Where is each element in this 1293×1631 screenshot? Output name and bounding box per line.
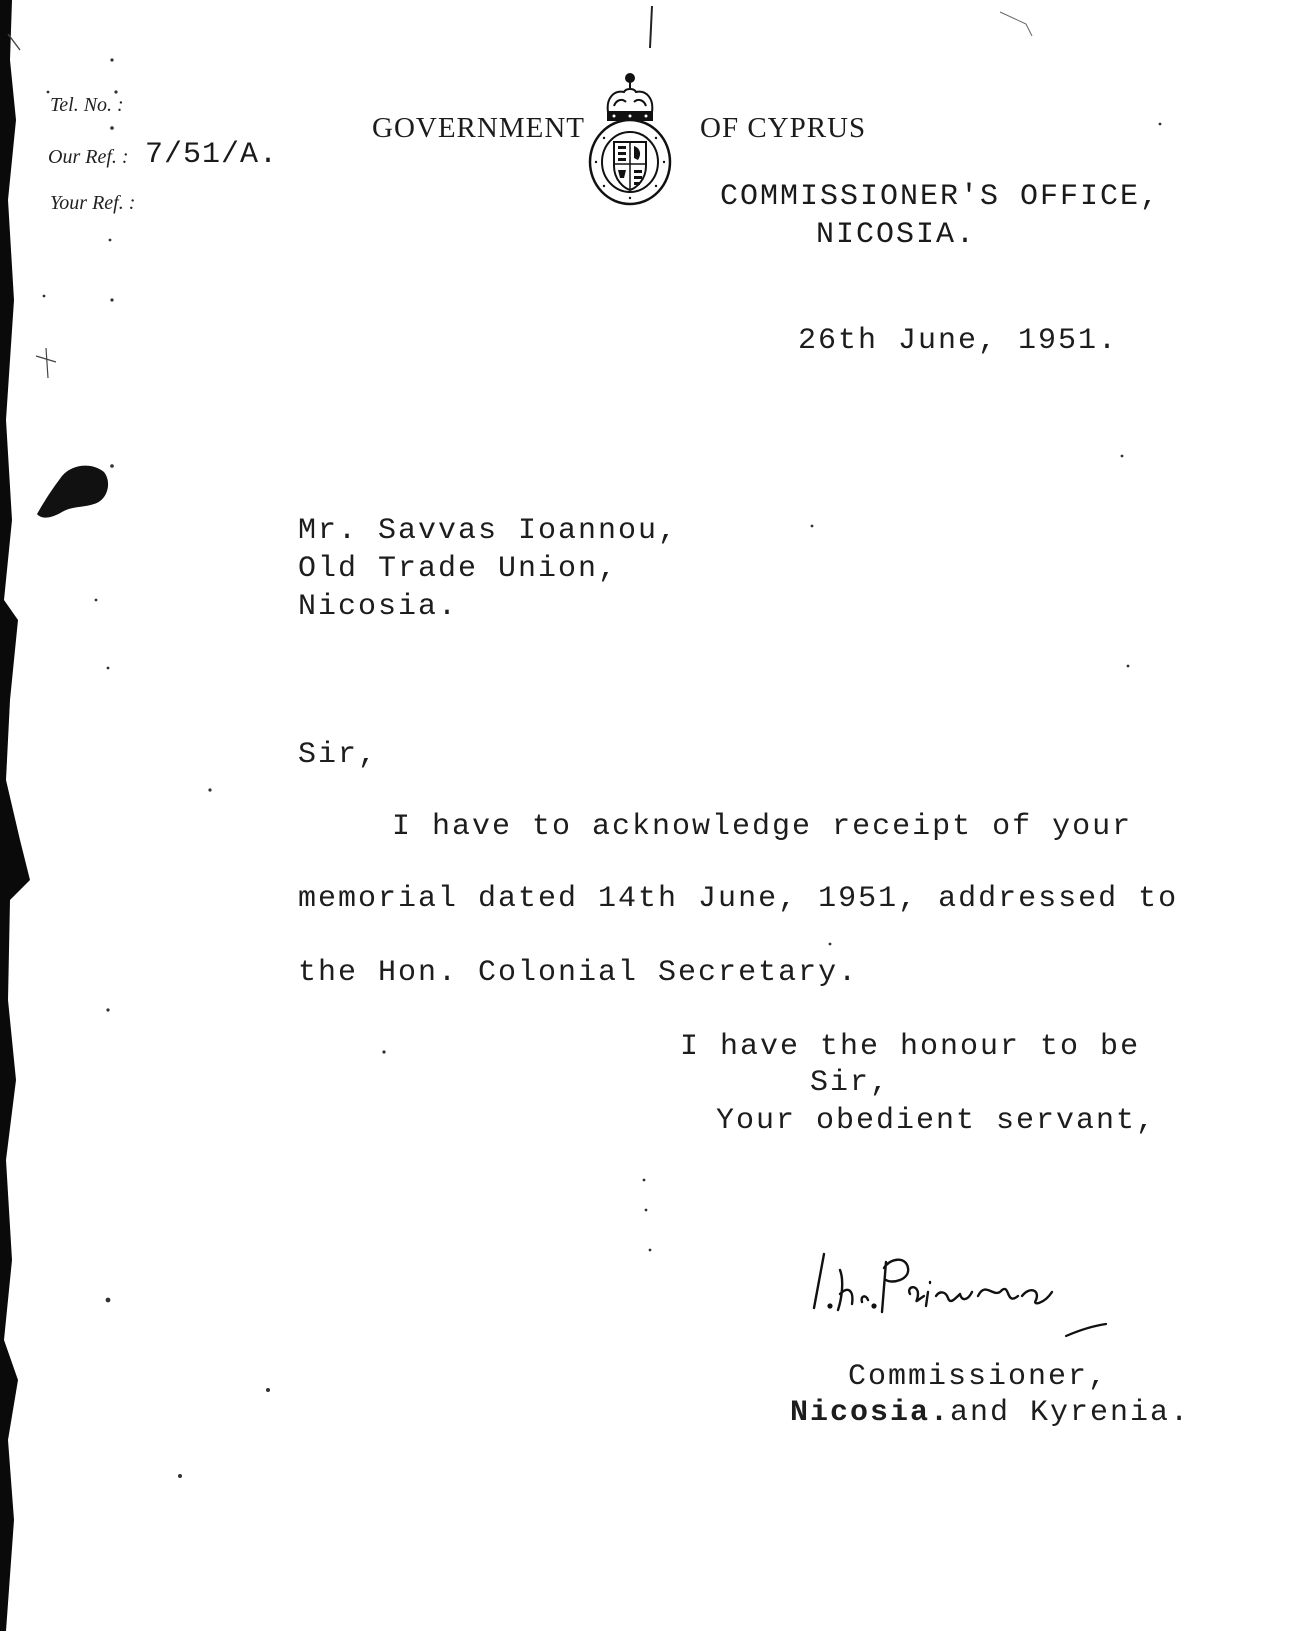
closing-line-2: Sir, [810,1066,891,1100]
body-line-2: memorial dated 14th June, 1951, addressed to [298,882,1179,916]
our-ref-label: Our Ref. : [48,146,129,168]
sender-office: COMMISSIONER'S OFFICE, [720,180,1161,214]
tel-no-label: Tel. No. : [50,94,124,116]
signatory-district-nicosia: Nicosia. [790,1396,951,1430]
letterhead-government: GOVERNMENT [372,112,585,144]
handwritten-signature [800,1240,1120,1350]
signatory-title: Commissioner, [848,1360,1109,1394]
closing-line-1: I have the honour to be [680,1030,1141,1064]
signatory-district [790,1396,1190,1430]
body-line-1: I have to acknowledge receipt of your [392,810,1133,844]
our-ref-value: 7/51/A. [145,138,279,172]
sender-city: NICOSIA. [816,218,977,252]
recipient-name: Mr. Savvas Ioannou, [298,514,679,548]
signatory-district-rest: and Kyrenia. [950,1396,1191,1430]
recipient-city: Nicosia. [298,590,459,624]
royal-crest-icon [584,72,676,208]
body-line-3: the Hon. Colonial Secretary. [298,956,859,990]
your-ref-label: Your Ref. : [50,192,136,214]
salutation: Sir, [298,738,379,772]
letterhead-of-cyprus: OF CYPRUS [700,112,867,144]
letter-date: 26th June, 1951. [798,324,1119,358]
closing-line-3: Your obedient servant, [716,1104,1157,1138]
recipient-address: Old Trade Union, [298,552,619,586]
